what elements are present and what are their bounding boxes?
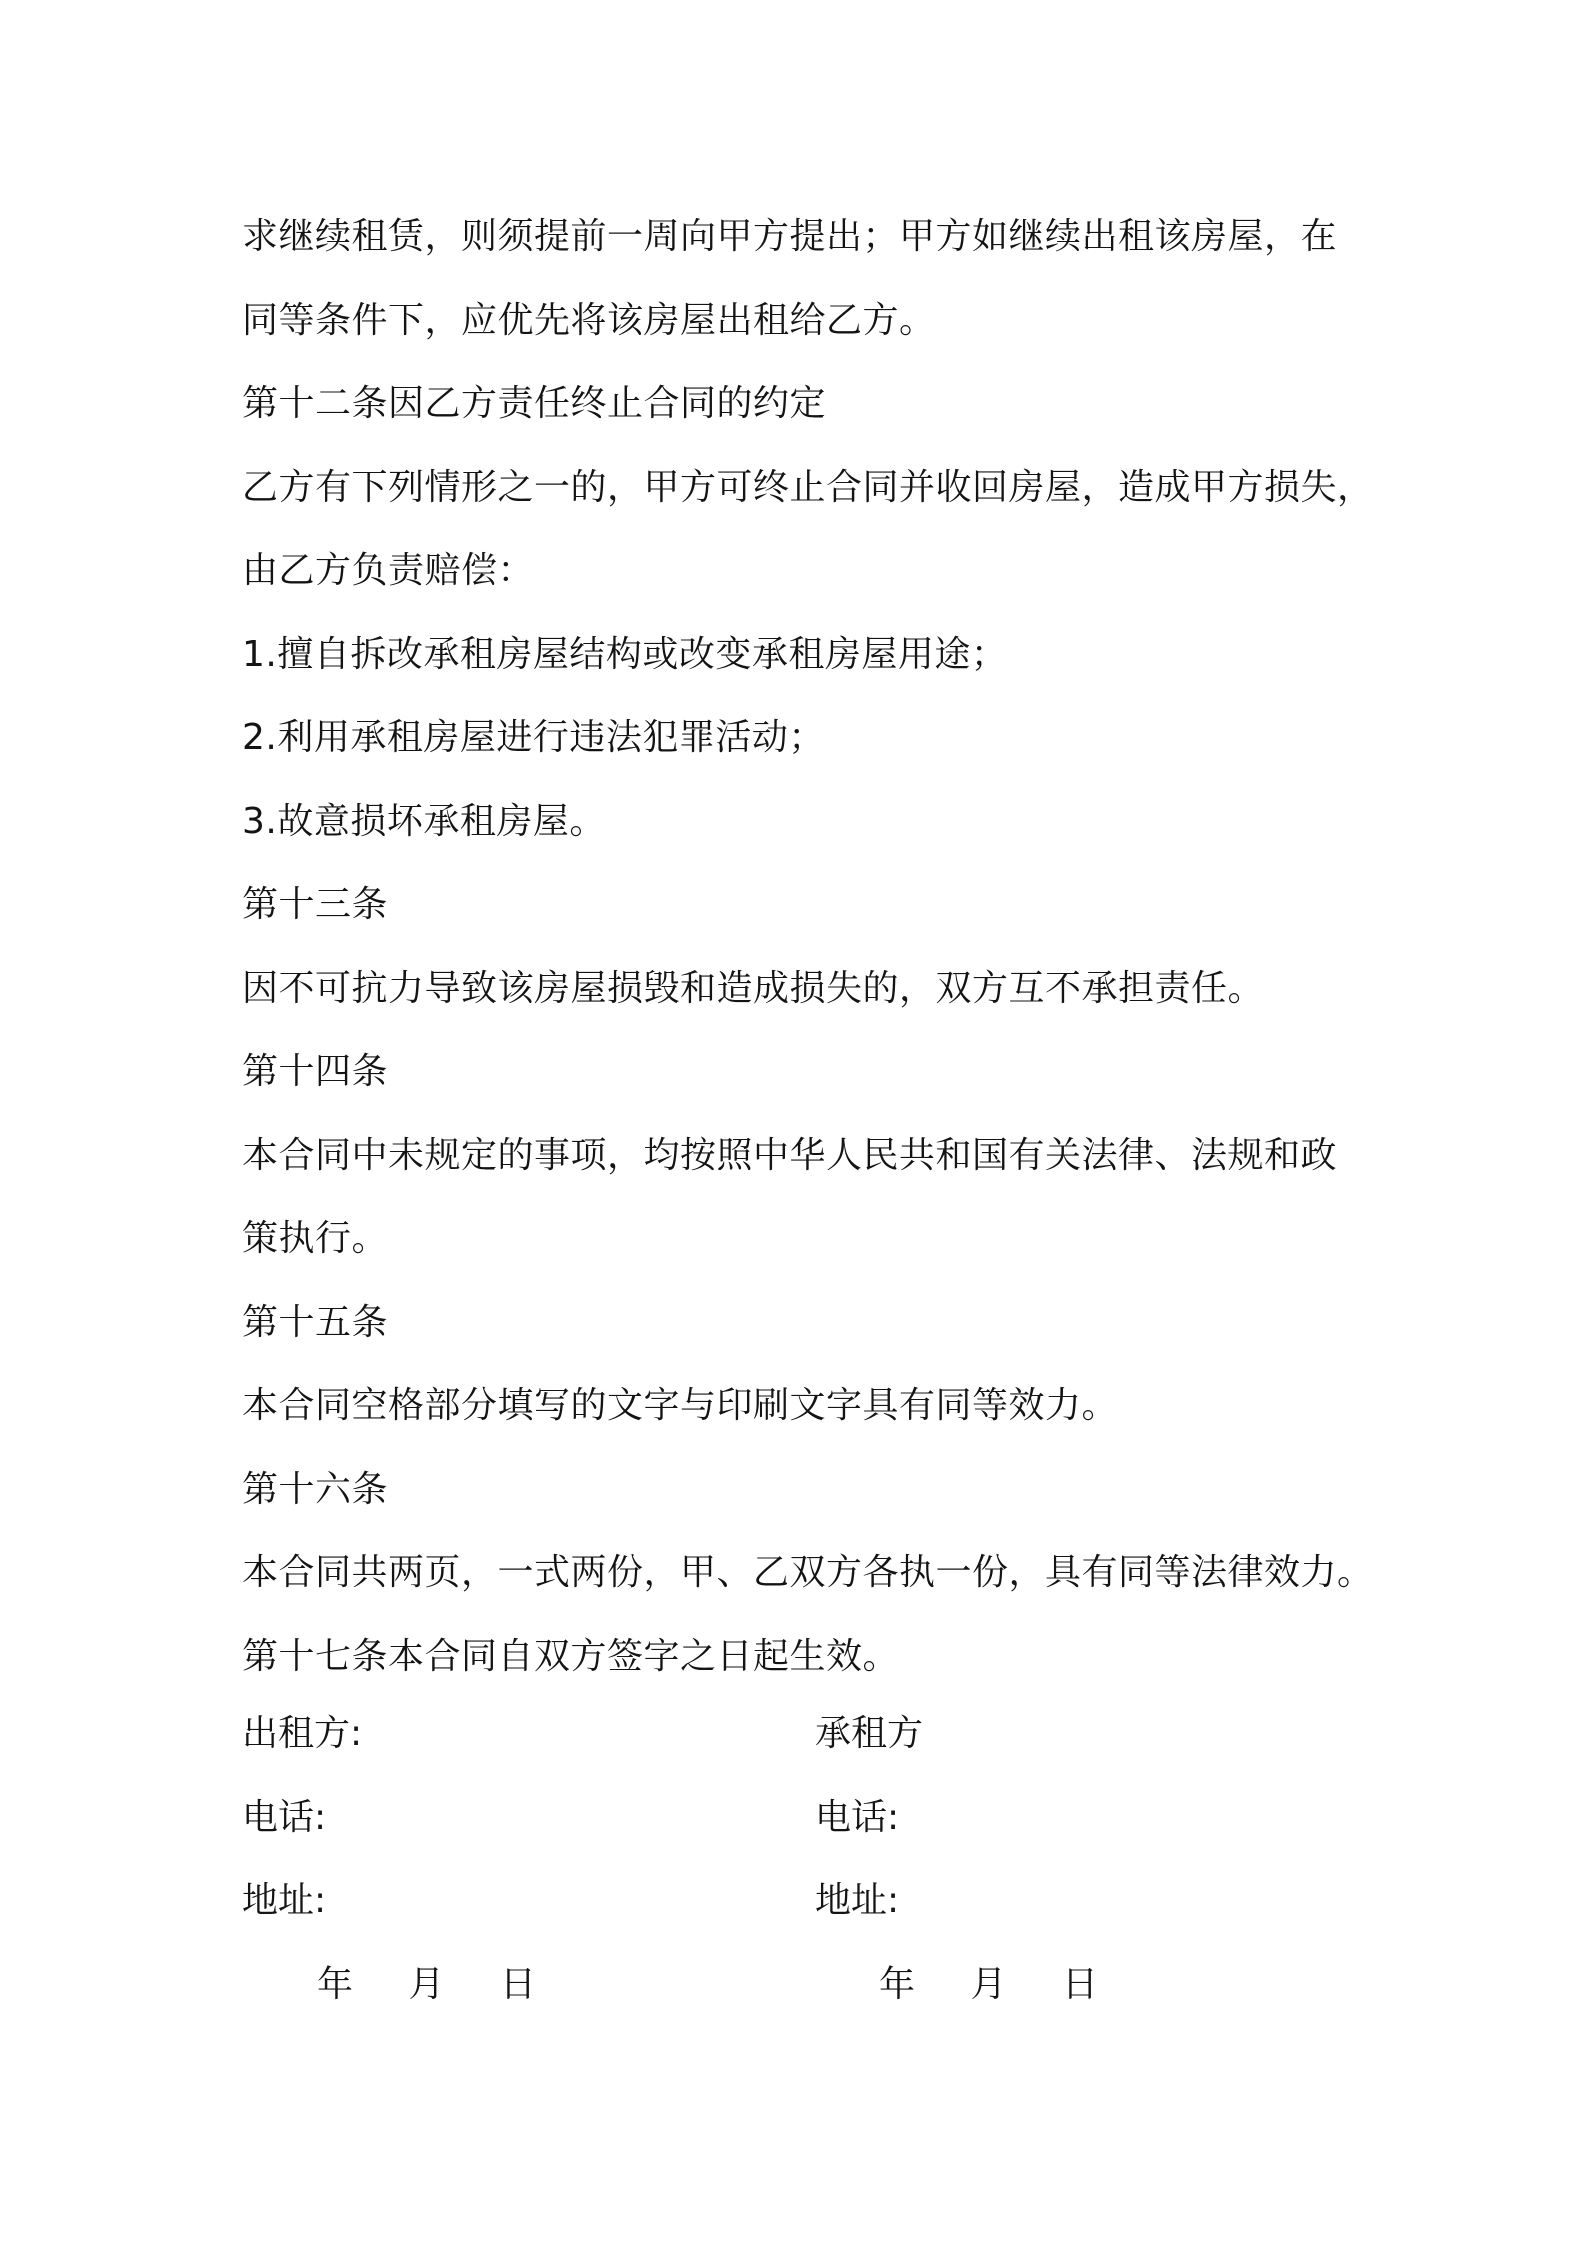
lessor-phone-label: 电话: <box>242 1796 327 1838</box>
article-17-line: 第十七条本合同自双方签字之日起生效。 <box>242 1635 900 1677</box>
party-row <box>242 1692 1362 1776</box>
article-14-heading: 第十四条 <box>242 1051 389 1092</box>
list-item: 2.利用承租房屋进行违法犯罪活动； <box>242 717 825 758</box>
text-line: 策执行。 <box>242 1218 389 1259</box>
year-label: 年 <box>879 1963 916 2005</box>
signature-block <box>242 1692 1362 2026</box>
lessee-address-label: 地址: <box>815 1880 900 1921</box>
day-label: 日 <box>1061 1963 1098 2005</box>
day-label: 日 <box>499 1963 536 2005</box>
text-line: 本合同空格部分填写的文字与印刷文字具有同等效力。 <box>242 1385 1119 1426</box>
lessee-label: 承租方 <box>815 1713 924 1754</box>
text-line: 由乙方负责赔偿： <box>242 550 535 591</box>
text-line: 本合同共两页，一式两份，甲、乙双方各执一份，具有同等法律效力。 <box>242 1552 1374 1593</box>
address-row <box>242 1859 1362 1943</box>
list-item: 3.故意损坏承租房屋。 <box>242 800 606 842</box>
month-label: 月 <box>408 1963 445 2005</box>
contract-body <box>242 195 1374 1698</box>
text-line: 本合同中未规定的事项，均按照中华人民共和国有关法律、法规和政 <box>242 1134 1338 1176</box>
month-label: 月 <box>970 1963 1007 2005</box>
lessee-date <box>879 1943 1142 2027</box>
article-13-heading: 第十三条 <box>242 884 389 925</box>
phone-row <box>242 1776 1362 1860</box>
lessor-address-label: 地址: <box>242 1880 327 1921</box>
lessor-label: 出租方: <box>242 1713 363 1754</box>
text-line: 求继续租赁，则须提前一周向甲方提出；甲方如继续出租该房屋，在 <box>242 216 1338 257</box>
year-label: 年 <box>317 1963 354 2005</box>
text-line: 乙方有下列情形之一的，甲方可终止合同并收回房屋，造成甲方损失， <box>242 466 1374 508</box>
text-line: 同等条件下，应优先将该房屋出租给乙方。 <box>242 299 936 341</box>
article-16-heading: 第十六条 <box>242 1468 389 1510</box>
article-15-heading: 第十五条 <box>242 1301 389 1343</box>
date-row <box>242 1943 1362 2027</box>
text-line: 因不可抗力导致该房屋损毁和造成损失的，双方互不承担责任。 <box>242 967 1265 1009</box>
list-item: 1.擅自拆改承租房屋结构或改变承租房屋用途； <box>242 633 1008 675</box>
article-12-heading: 第十二条因乙方责任终止合同的约定 <box>242 383 827 424</box>
lessor-date <box>317 1943 580 2027</box>
lessee-phone-label: 电话: <box>815 1796 900 1838</box>
